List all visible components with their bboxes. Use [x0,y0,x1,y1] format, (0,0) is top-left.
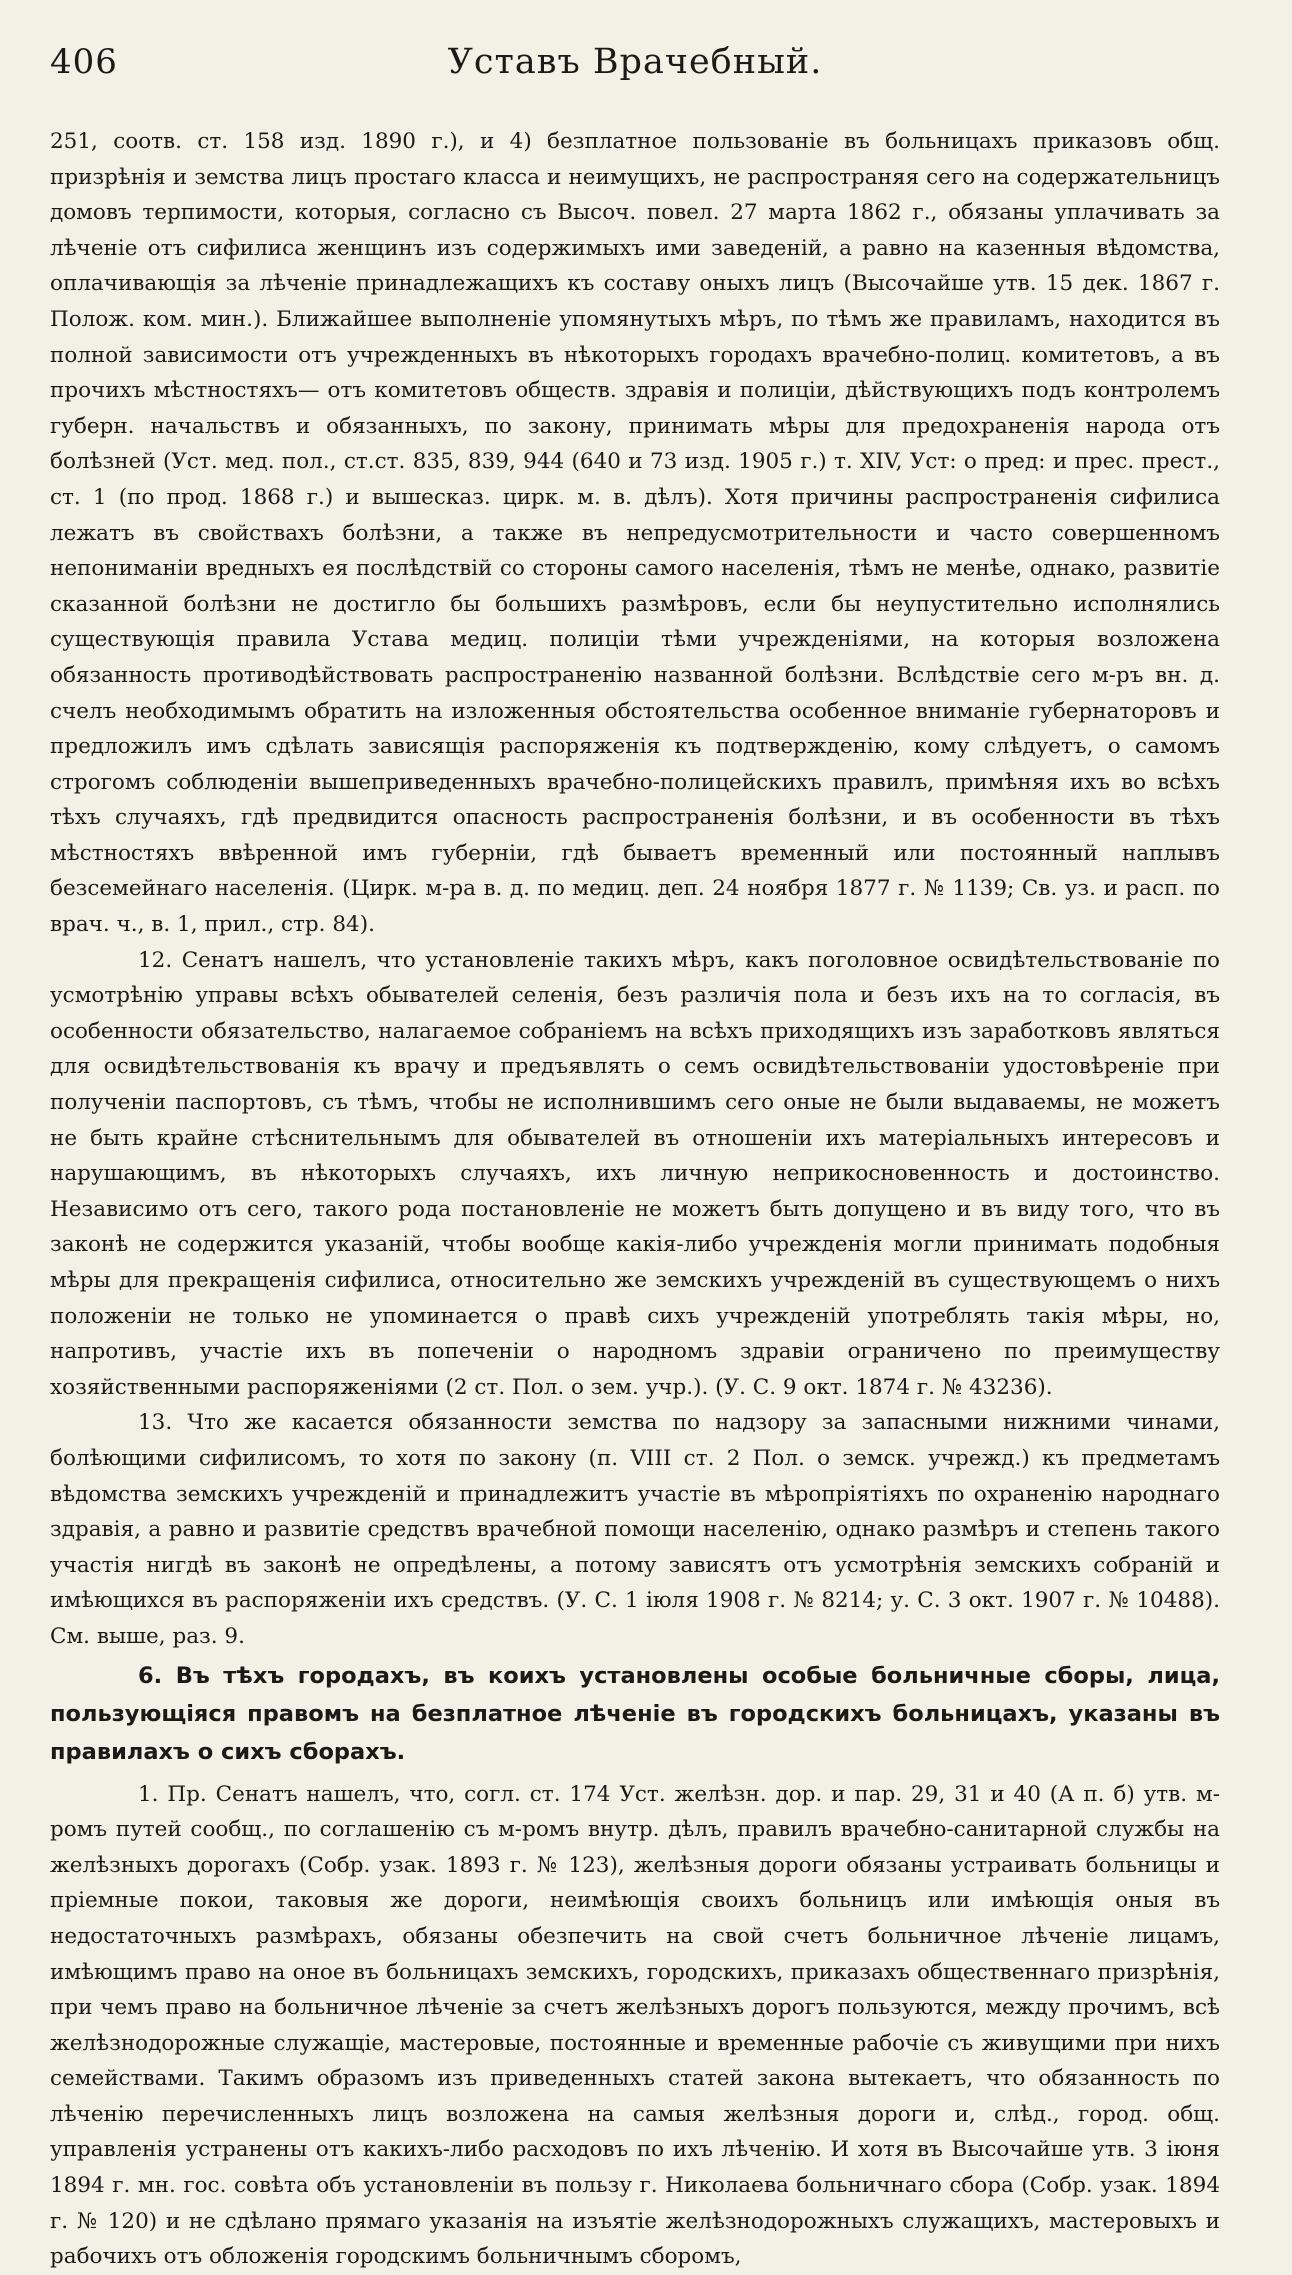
paragraph-item-1: 1. Пр. Сенатъ нашелъ, что, согл. ст. 174 Уст. желѣзн. дор. и пар. 29, 31 и 40 (А п. б) утв. м-ромъ путей сообщ., по соглашенію съ м-ромъ внутр. дѣлъ, правилъ врачебно-санитарной службы на желѣзныхъ дорогахъ (Собр. узак. 1893 г. № 123), желѣзныя дороги обязаны устраивать больницы и пріемные покои, таковыя же дороги, неимѣющія своихъ больницъ или имѣющія оныя въ недостаточныхъ размѣрахъ, обязаны обезпечить на свой счетъ больничное лѣченіе лицамъ, имѣющимъ право на оное въ больницахъ земскихъ, городскихъ, приказахъ общественнаго призрѣнія, при чемъ право на больничное лѣченіе за счетъ желѣзныхъ дорогъ пользуются, между прочимъ, всѣ желѣзнодорожные служащіе, мастеровые, постоянные и временные рабочіе съ живущими при нихъ семействами. Такимъ образомъ изъ приведенныхъ статей закона вытекаетъ, что обязанность по лѣченію перечисленныхъ лицъ возложена на самыя желѣзныя дороги и, слѣд., город. общ. управленія устранены отъ какихъ-либо расходовъ по ихъ лѣченію. И хотя въ Высочайше утв. 3 іюня 1894 г. мн. гос. совѣта объ установленіи въ пользу г. Николаева больничнаго сбора (Собр. узак. 1894 г. № 120) и не сдѣлано прямаго указанія на изъятіе желѣзнодорожныхъ служащихъ, мастеровыхъ и рабочихъ отъ обложенія городскимъ больничнымъ сборомъ, [50,1781,1220,2270]
running-title: Уставъ Врачебный. [447,42,823,82]
section-heading-6: 6. Въ тѣхъ городахъ, въ коихъ установлены особые больничные сборы, лица, пользующіяся правомъ на безплатное лѣченіе въ городскихъ больницахъ, указаны въ правилахъ о сихъ сборахъ. [50,1662,1220,1765]
body-text [50,124,1220,2275]
page-header [50,38,1220,100]
page-number: 406 [50,42,118,82]
paragraph-item-13: 13. Что же касается обязанности земства по надзору за запасными нижними чинами, болѣющими сифилисомъ, то хотя по закону (п. VIII ст. 2 Пол. о земск. учрежд.) къ предметамъ вѣдомства земскихъ учрежденій и принадлежитъ участіе въ мѣропріятіяхъ по охраненію народнаго здравія, а равно и развитіе средствъ врачебной помощи населенію, однако размѣръ и степень такого участія нигдѣ въ законѣ не опредѣлены, а потому зависятъ отъ усмотрѣнія земскихъ собраній и имѣющихся въ распоряженіи ихъ средствъ. (У. С. 1 іюля 1908 г. № 8214; у. С. 3 окт. 1907 г. № 10488). См. выше, раз. 9. [50,1410,1220,1649]
paragraph-continuation: 251, соотв. ст. 158 изд. 1890 г.), и 4) безплатное пользованіе въ больницахъ приказовъ общ. призрѣнія и земства лицъ простаго класса и неимущихъ, не распространяя сего на содержательницъ домовъ терпимости, которыя, согласно съ Высоч. повел. 27 марта 1862 г., обязаны уплачивать за лѣченіе отъ сифилиса женщинъ изъ содержимыхъ ими заведеній, а равно на казенныя вѣдомства, оплачивающія за лѣченіе принадлежащихъ къ составу оныхъ лицъ (Высочайше утв. 15 дек. 1867 г. Полож. ком. мин.). Ближайшее выполненіе упомянутыхъ мѣръ, по тѣмъ же правиламъ, находится въ полной зависимости отъ учрежденныхъ въ нѣкоторыхъ городахъ врачебно-полиц. комитетовъ, а въ прочихъ мѣстностяхъ— отъ комитетовъ обществ. здравія и полиціи, дѣйствующихъ подъ контролемъ губерн. начальствъ и обязанныхъ, по закону, принимать мѣры для предохраненія народа отъ болѣзней (Уст. мед. пол., ст.ст. 835, 839, 944 (640 и 73 изд. 1905 г.) т. XIV, Уст: о пред: и прес. прест., ст. 1 (по прод. 1868 г.) и вышесказ. цирк. м. в. дѣлъ). Хотя причины распространенія сифилиса лежатъ въ свойствахъ болѣзни, а также въ непредусмотрительности и часто совершенномъ непониманіи вредныхъ ея послѣдствій со стороны самого населенія, тѣмъ не менѣе, однако, развитіе сказанной болѣзни не достигло бы большихъ размѣровъ, если бы неупустительно исполнялись существующія правила Устава медиц. полиціи тѣми учрежденіями, на которыя возложена обязанность противодѣйствовать распространенію названной болѣзни. Вслѣдствіе сего м-ръ вн. д. счелъ необходимымъ обратить на изложенныя обстоятельства особенное вниманіе губернаторовъ и предложилъ имъ сдѣлать зависящія распоряженія къ подтвержденію, кому слѣдуетъ, о самомъ строгомъ соблюденіи вышеприведенныхъ врачебно-полицейскихъ правилъ, примѣняя ихъ во всѣхъ тѣхъ случаяхъ, гдѣ предвидится опасность распространенія болѣзни, и въ особенности въ тѣхъ мѣстностяхъ ввѣренной имъ губерніи, гдѣ бываетъ временный или постоянный наплывъ безсемейнаго населенія. (Цирк. м-ра в. д. по медиц. деп. 24 ноября 1877 г. № 1139; Св. уз. и расп. по врач. ч., в. 1, прил., стр. 84). [50,129,1220,938]
paragraph-item-12: 12. Сенатъ нашелъ, что установленіе такихъ мѣръ, какъ поголовное освидѣтельствованіе по усмотрѣнію управы всѣхъ обывателей селенія, безъ различія пола и безъ ихъ на то согласія, въ особенности обязательство, налагаемое собраніемъ на всѣхъ приходящихъ изъ заработковъ являться для освидѣтельствованія къ врачу и предъявлять о семъ освидѣтельствованіи удостовѣреніе при полученіи паспортовъ, съ тѣмъ, чтобы не исполнившимъ сего оные не были выдаваемы, не можетъ не быть крайне стѣснительнымъ для обывателей въ отношеніи ихъ матеріальныхъ интересовъ и нарушающимъ, въ нѣкоторыхъ случаяхъ, ихъ личную неприкосновенность и достоинство. Независимо отъ сего, такого рода постановленіе не можетъ быть допущено и въ виду того, что въ законѣ не содержится указаній, чтобы вообще какія-либо учрежденія могли принимать подобныя мѣры для прекращенія сифилиса, относительно же земскихъ учрежденій въ существующемъ о нихъ положеніи не только не упоминается о правѣ сихъ учрежденій употреблять такія мѣры, но, напротивъ, участіе ихъ въ попеченіи о народномъ здравіи ограничено по преимуществу хозяйственными распоряженіями (2 ст. Пол. о зем. учр.). (У. С. 9 окт. 1874 г. № 43236). [50,947,1220,1400]
